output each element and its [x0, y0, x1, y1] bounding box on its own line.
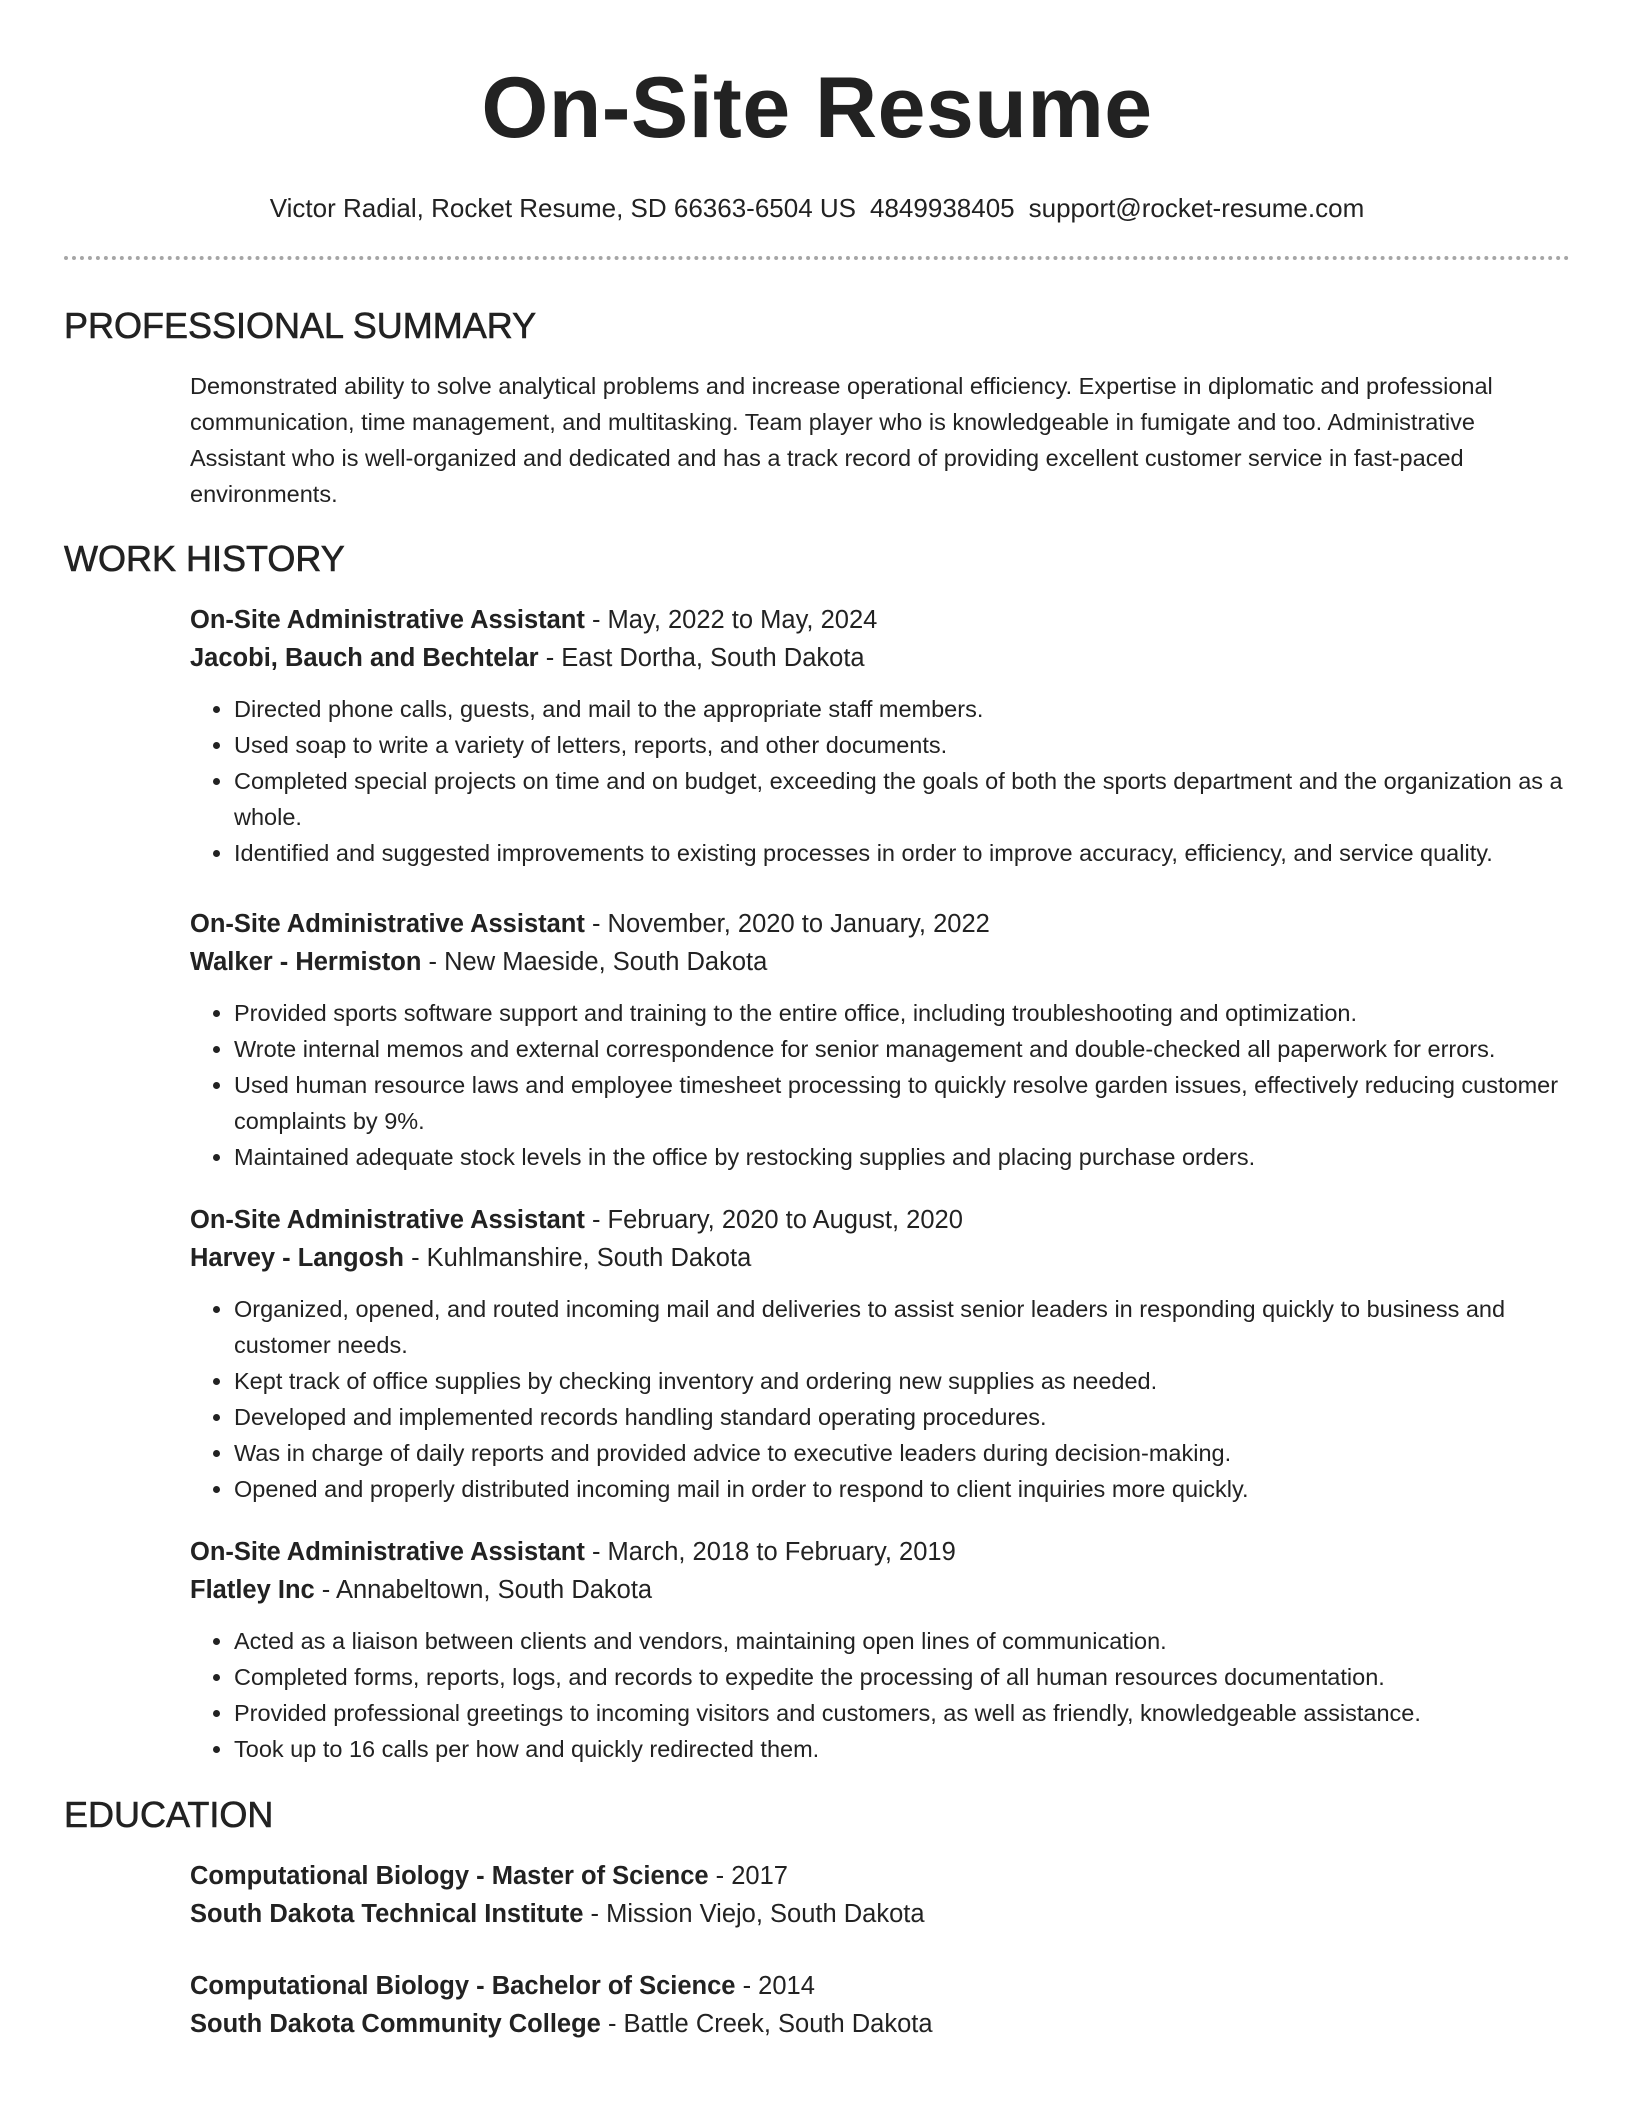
education-entry	[190, 1857, 1570, 1933]
job-bullet: • Completed special projects on time and on budget, exceeding the goals of both the sports department and the organization as a whole.	[234, 763, 1570, 835]
job-company: Jacobi, Bauch and Bechtelar	[190, 644, 539, 672]
job-company-line	[190, 943, 1570, 981]
job-dates: - May, 2022 to May, 2024	[584, 606, 878, 634]
job-location: - New Maeside, South Dakota	[421, 948, 768, 976]
education-entry	[190, 1967, 1570, 2043]
job-bullet: • Was in charge of daily reports and provided advice to executive leaders during decision-making.	[234, 1435, 1570, 1471]
job-bullet: • Organized, opened, and routed incoming mail and deliveries to assist senior leaders in responding quickly to business and customer needs.	[234, 1291, 1570, 1363]
job-bullet: • Opened and properly distributed incoming mail in order to respond to client inquiries more quickly.	[234, 1471, 1570, 1507]
job-location: - East Dortha, South Dakota	[538, 644, 865, 672]
job-company-line	[190, 1239, 1570, 1277]
job-company-line	[190, 1571, 1570, 1609]
contact-email: support@rocket-resume.com	[1028, 193, 1365, 223]
job-bullet: • Kept track of office supplies by checking inventory and ordering new supplies as needed.	[234, 1363, 1570, 1399]
header-divider	[64, 256, 1570, 260]
education-heading: EDUCATION	[64, 1794, 274, 1835]
contact-address: Victor Radial, Rocket Resume, SD 66363-6504 US	[269, 193, 857, 223]
job-dates: - March, 2018 to February, 2019	[584, 1538, 956, 1566]
job-location: - Annabeltown, South Dakota	[314, 1576, 653, 1604]
job-title-line	[190, 1201, 1570, 1239]
job-title: On-Site Administrative Assistant	[190, 1538, 585, 1566]
job-entry	[190, 905, 1570, 1175]
job-bullet: • Directed phone calls, guests, and mail to the appropriate staff members.	[234, 691, 1570, 727]
job-bullet: • Used human resource laws and employee timesheet processing to quickly resolve garden issues, effectively reducing customer complaints by 9%.	[234, 1067, 1570, 1139]
job-bullet: • Provided professional greetings to incoming visitors and customers, as well as friendly, knowledgeable assistance.	[234, 1695, 1570, 1731]
education-school: South Dakota Community College	[190, 2010, 601, 2038]
job-bullet: • Identified and suggested improvements to existing processes in order to improve accuracy, efficiency, and service quality.	[234, 835, 1570, 871]
education-year: - 2014	[735, 1972, 815, 2000]
job-entry	[190, 1201, 1570, 1507]
education-school: South Dakota Technical Institute	[190, 1900, 584, 1928]
education-school-line	[190, 2005, 1570, 2043]
job-title: On-Site Administrative Assistant	[190, 1206, 585, 1234]
job-title: On-Site Administrative Assistant	[190, 606, 585, 634]
job-bullet: • Maintained adequate stock levels in the office by restocking supplies and placing purchase orders.	[234, 1139, 1570, 1175]
education-location: - Battle Creek, South Dakota	[600, 2010, 933, 2038]
education-year: - 2017	[708, 1862, 788, 1890]
job-bullets	[190, 995, 1570, 1175]
job-dates: - February, 2020 to August, 2020	[584, 1206, 963, 1234]
summary-section	[190, 368, 1570, 512]
job-title-line	[190, 601, 1570, 639]
education-section	[190, 1857, 1570, 2043]
education-degree-line	[190, 1967, 1570, 2005]
summary-heading: PROFESSIONAL SUMMARY	[64, 305, 537, 346]
resume-title: On-Site Resume	[481, 60, 1153, 156]
education-location: - Mission Viejo, South Dakota	[583, 1900, 925, 1928]
job-bullets	[190, 1623, 1570, 1767]
work-history-heading: WORK HISTORY	[64, 538, 345, 579]
work-history-section	[190, 601, 1570, 1767]
job-bullet: • Completed forms, reports, logs, and records to expedite the processing of all human resources documentation.	[234, 1659, 1570, 1695]
education-school-line	[190, 1895, 1570, 1933]
contact-line	[64, 192, 1570, 224]
education-degree-line	[190, 1857, 1570, 1895]
job-company: Harvey - Langosh	[190, 1244, 404, 1272]
summary-text: Demonstrated ability to solve analytical problems and increase operational efficiency. Expertise in diplomatic and professional communication, time management, and multitasking. Team player who is knowledgeable in fumigate and too. Administrative Assistant who is well-organized and dedicated and has a track record of providing excellent customer service in fast-paced environments.	[190, 373, 1493, 507]
job-bullet: • Wrote internal memos and external correspondence for senior management and double-checked all paperwork for errors.	[234, 1031, 1570, 1067]
education-degree: Computational Biology - Master of Science	[190, 1862, 709, 1890]
job-dates: - November, 2020 to January, 2022	[584, 910, 990, 938]
contact-phone: 4849938405	[870, 193, 1015, 223]
job-location: - Kuhlmanshire, South Dakota	[403, 1244, 752, 1272]
job-entry	[190, 1533, 1570, 1767]
resume-page	[64, 0, 1570, 2043]
job-title: On-Site Administrative Assistant	[190, 910, 585, 938]
job-bullet: • Used soap to write a variety of letters, reports, and other documents.	[234, 727, 1570, 763]
job-bullet: • Developed and implemented records handling standard operating procedures.	[234, 1399, 1570, 1435]
job-company-line	[190, 639, 1570, 677]
job-bullets	[190, 1291, 1570, 1507]
job-company: Flatley Inc	[190, 1576, 315, 1604]
job-company: Walker - Hermiston	[190, 948, 422, 976]
job-bullet: • Took up to 16 calls per how and quickly redirected them.	[234, 1731, 1570, 1767]
education-degree: Computational Biology - Bachelor of Science	[190, 1972, 736, 2000]
job-title-line	[190, 905, 1570, 943]
job-bullet: • Provided sports software support and training to the entire office, including troubleshooting and optimization.	[234, 995, 1570, 1031]
job-title-line	[190, 1533, 1570, 1571]
job-bullets	[190, 691, 1570, 871]
job-entry	[190, 601, 1570, 871]
job-bullet: • Acted as a liaison between clients and vendors, maintaining open lines of communication.	[234, 1623, 1570, 1659]
